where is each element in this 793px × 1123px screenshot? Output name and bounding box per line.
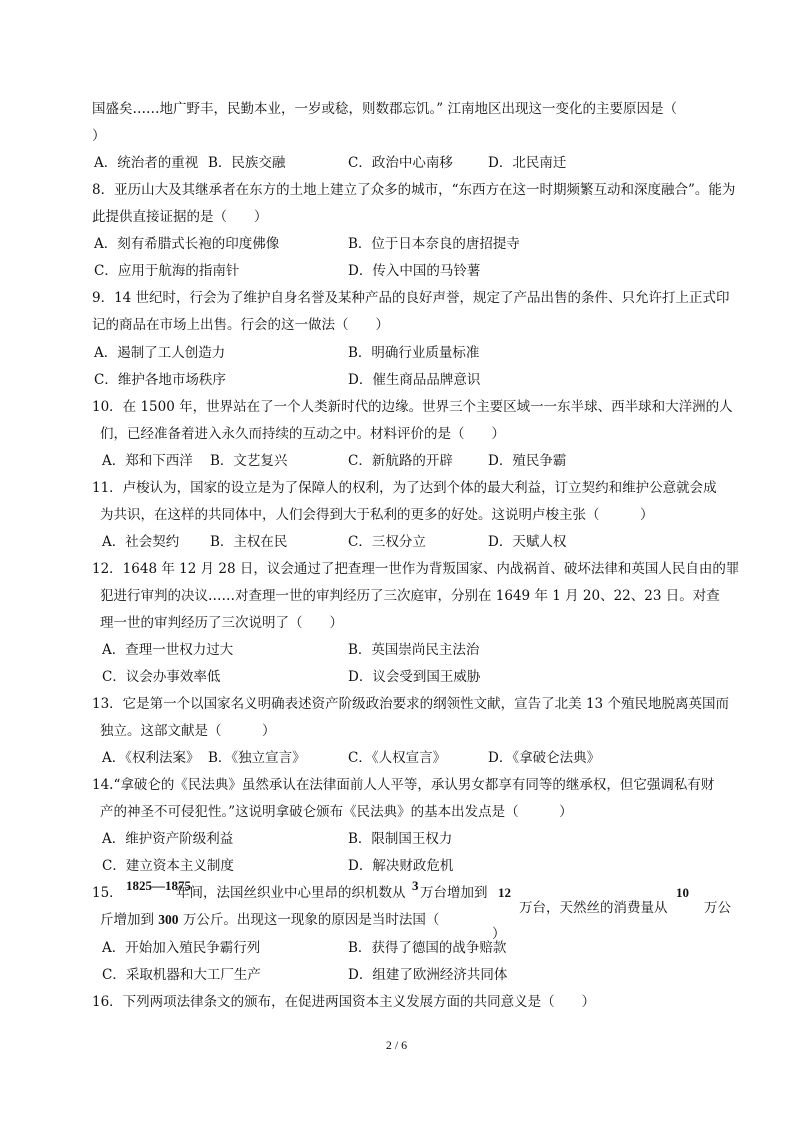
q12-stem-line2: 犯进行审判的决议……对查理一世的审判经历了三次庭审，分别在 1649 年 1 月 20、22、23 日。对查	[100, 588, 720, 604]
q8-option-a: A．刻有希腊式长袍的印度佛像	[94, 236, 280, 252]
q8-stem-line1: 8．亚历山大及其继承者在东方的土地上建立了众多的城市，“东西方在这一时期频繁互动和深度融合”。能为	[92, 182, 736, 198]
q12-stem-line3: 理一世的审判经历了三次说明了（ ）	[100, 615, 343, 631]
q12-option-b: B．英国崇尚民主法治	[348, 642, 480, 658]
q15-number3: 10	[676, 885, 689, 900]
q13-option-c: C．《人权宣言》	[348, 750, 447, 766]
q11-stem-line1: 11．卢梭认为，国家的设立是为了保障人的权利，为了达到个体的最大利益，订立契约和维护公意就会成	[92, 480, 717, 496]
q15-number: 15．	[92, 885, 123, 901]
q12-option-a: A．查理一世权力过大	[102, 642, 234, 658]
q11-option-b: B．主权在民	[210, 534, 288, 550]
q11-option-d: D．天赋人权	[488, 534, 567, 550]
q13-stem-line1: 13．它是第一个以国家名义明确表述资产阶级政治要求的纲领性文献，宣告了北美 13 个殖民地脱离英国而	[92, 696, 729, 712]
q14-stem-line1: 14.“拿破仑的《民法典》虽然承认在法律面前人人平等，承认男女都享有同等的继承权，但它强调私有财	[92, 777, 715, 793]
q15-text1: 年间，法国丝织业中心里昂的织机数从	[176, 885, 406, 901]
page-number: 2 / 6	[385, 1038, 408, 1052]
q15-stem-line2a: 斤增加到	[100, 912, 159, 928]
q15-text3: 万台，天然丝的消费量从	[519, 900, 668, 916]
q7-stem-line2: ）	[92, 128, 106, 144]
q9-option-c: C．维护各地市场秩序	[94, 372, 226, 388]
q7-option-b: B．民族交融	[208, 155, 286, 171]
q8-option-c: C．应用于航海的指南针	[94, 263, 240, 279]
q15-option-d: D．组建了欧洲经济共同体	[348, 967, 508, 983]
q15-text4: 万公	[704, 900, 731, 916]
q14-stem-line2: 产的神圣不可侵犯性。”这说明拿破仑颁布《民法典》的基本出发点是（ ）	[100, 804, 573, 820]
q9-option-d: D．催生商品品牌意识	[348, 372, 481, 388]
q14-option-c: C．建立资本主义制度	[102, 858, 234, 874]
q15-text2: 万台增加到	[420, 885, 488, 901]
q8-option-b: B．位于日本奈良的唐招提寺	[348, 236, 520, 252]
q10-option-b: B．文艺复兴	[210, 453, 288, 469]
q13-option-a: A．《权利法案》	[102, 750, 200, 766]
q15-option-a: A．开始加入殖民争霸行列	[102, 940, 261, 956]
q14-option-a: A．维护资产阶级利益	[102, 831, 234, 847]
q15-number2: 12	[498, 885, 511, 900]
q8-option-d: D．传入中国的马铃薯	[348, 263, 481, 279]
q10-stem-line2: 们，已经准备着进入永久而持续的互动之中。材料评价的是（ ）	[100, 426, 505, 442]
q12-stem-line1: 12．1648 年 12 月 28 日，议会通过了把查理一世作为背叛国家、内战祸首、破坏法律和英国人民自由的罪	[92, 561, 740, 577]
q15-number1: 3	[412, 878, 419, 893]
q15-years: 1825—1875	[126, 878, 191, 893]
q16-stem-line1: 16．下列两项法律条文的颁布，在促进两国资本主义发展方面的共同意义是（ ）	[92, 994, 596, 1010]
q11-option-a: A．社会契约	[102, 534, 180, 550]
q9-stem-line1: 9．14 世纪时，行会为了维护自身名誉及某种产品的良好声誉，规定了产品出售的条件、只允许打上正式印	[92, 290, 730, 306]
q15-stem-line2b: 万公斤。出现这一现象的原因是当时法国（	[178, 912, 440, 928]
q9-option-b: B．明确行业质量标准	[348, 345, 480, 361]
q11-stem-line2: 为共识，在这样的共同体中，人们会得到大于私利的更多的好处。这说明卢梭主张（ ）	[100, 507, 654, 523]
q14-option-b: B．限制国王权力	[348, 831, 453, 847]
q15-number4: 300	[158, 912, 179, 927]
q9-stem-line2: 记的商品在市场上出售。行会的这一做法（ ）	[92, 317, 389, 333]
q9-option-a: A．遏制了工人创造力	[94, 345, 226, 361]
q15-stem-line2	[100, 911, 439, 929]
q13-option-b: B．《独立宣言》	[208, 750, 306, 766]
q10-stem-line1: 10．在 1500 年，世界站在了一个人类新时代的边缘。世界三个主要区域一一东半球、西半球和大洋洲的人	[92, 399, 733, 415]
q14-option-d: D．解决财政危机	[348, 858, 454, 874]
q10-option-d: D．殖民争霸	[488, 453, 567, 469]
q10-option-a: A．郑和下西洋	[102, 453, 193, 469]
q15-option-b: B．获得了德国的战争赔款	[348, 940, 507, 956]
q7-option-c: C．政治中心南移	[348, 155, 453, 171]
q12-option-c: C．议会办事效率低	[102, 669, 221, 685]
q10-option-c: C．新航路的开辟	[348, 453, 453, 469]
q8-stem-line2: 此提供直接证据的是（ ）	[92, 209, 268, 225]
q7-option-d: D．北民南迁	[488, 155, 567, 171]
q7-option-a: A．统治者的重视	[94, 155, 199, 171]
q13-stem-line2: 独立。这部文献是（ ）	[100, 723, 276, 739]
q7-stem-line1: 国盛矣……地广野丰，民勤本业，一岁或稔，则数郡忘饥。” 江南地区出现这一变化的主要原因是（	[92, 101, 677, 117]
q15-close-paren: ）	[492, 926, 506, 942]
q13-option-d: D．《拿破仑法典》	[488, 750, 601, 766]
q15-option-c: C．采取机器和大工厂生产	[102, 967, 261, 983]
q11-option-c: C．三权分立	[348, 534, 426, 550]
q12-option-d: D．议会受到国王威胁	[348, 669, 481, 685]
